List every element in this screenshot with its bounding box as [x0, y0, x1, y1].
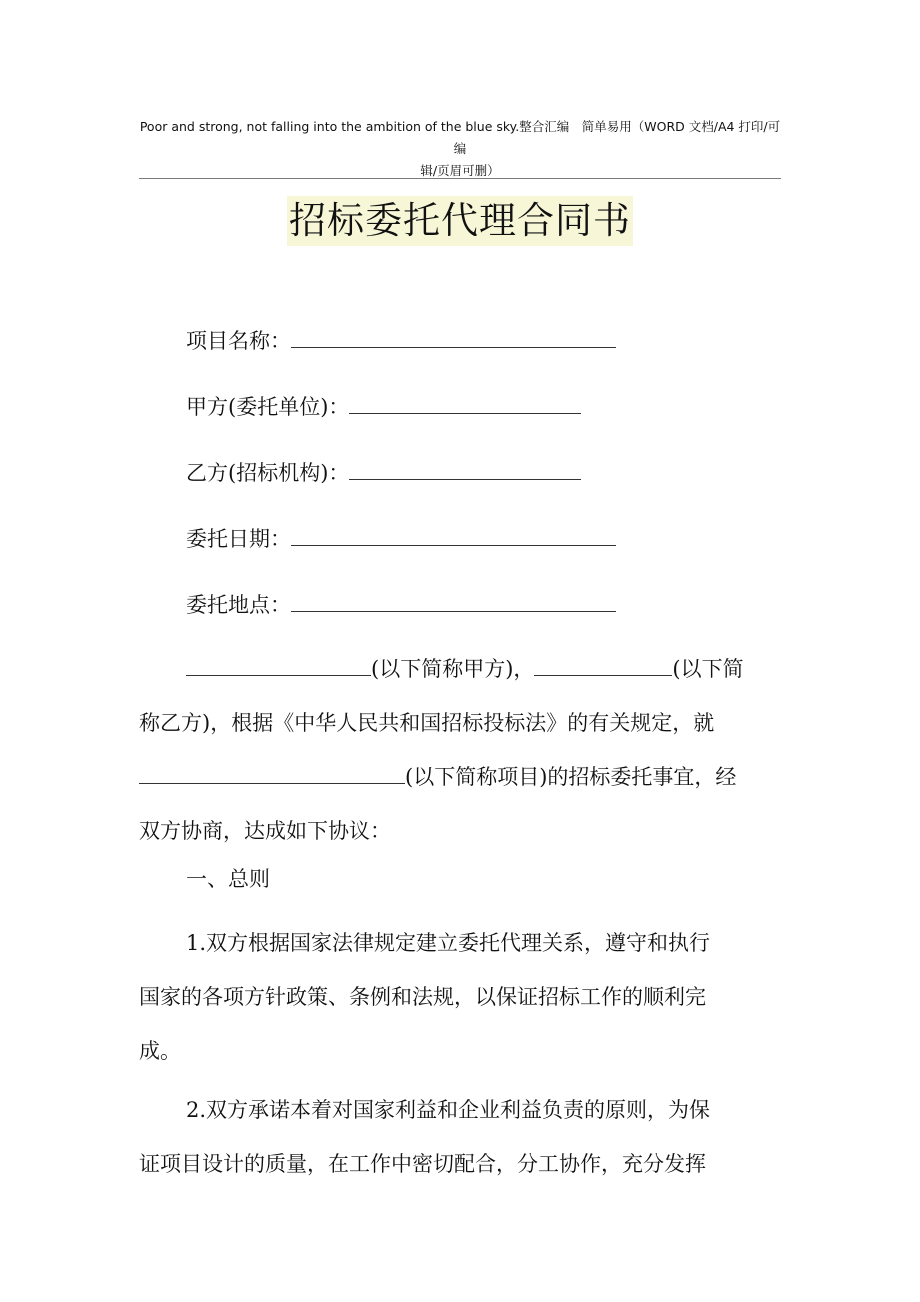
- text-fragment: (以下简称甲方)，: [371, 657, 535, 681]
- blank-line: [349, 393, 581, 414]
- text-line: [139, 916, 781, 970]
- blank-line: [291, 327, 616, 348]
- field-label: 项目名称：: [186, 329, 291, 353]
- title-container: [0, 196, 920, 246]
- text-fragment: 1.双方根据国家法律规定建立委托代理关系，遵守和执行: [186, 931, 711, 955]
- text-line: 成。: [139, 1039, 181, 1063]
- header-line-2: 辑/页眉可删）: [420, 163, 500, 178]
- intro-paragraph: [139, 642, 781, 858]
- text-line: [139, 1083, 781, 1137]
- blank-line: [291, 591, 616, 612]
- section-heading: 一、总则: [186, 867, 270, 891]
- field-label: 委托日期：: [186, 527, 291, 551]
- field-party-b: [186, 458, 581, 488]
- clause-1: [139, 916, 781, 1078]
- blank-line: [534, 657, 672, 676]
- text-line: [139, 642, 781, 696]
- field-label: 委托地点：: [186, 593, 291, 617]
- text-line: [139, 750, 781, 804]
- field-location: [186, 590, 616, 620]
- field-label: 甲方(委托单位)：: [186, 395, 350, 419]
- text-line: 证项目设计的质量，在工作中密切配合，分工协作，充分发挥: [139, 1152, 706, 1176]
- text-fragment: (以下简称项目)的招标委托事宜，经: [405, 765, 737, 789]
- header-line-1: Poor and strong, not falling into the ambition of the blue sky.整合汇编 简单易用（WORD 文档/A4 打印/可编: [139, 119, 781, 156]
- page-header: [139, 116, 781, 182]
- header-divider: [139, 178, 781, 179]
- clause-2: [139, 1083, 781, 1191]
- field-project-name: [186, 326, 616, 356]
- document-title: 招标委托代理合同书: [287, 196, 633, 246]
- blank-line: [186, 657, 371, 676]
- blank-line: [291, 525, 616, 546]
- blank-line: [349, 459, 581, 480]
- field-party-a: [186, 392, 581, 422]
- text-line: 称乙方)，根据《中华人民共和国招标投标法》的有关规定，就: [139, 711, 715, 735]
- text-fragment: 2.双方承诺本着对国家利益和企业利益负责的原则，为保: [186, 1098, 711, 1122]
- text-line: 国家的各项方针政策、条例和法规，以保证招标工作的顺利完: [139, 985, 706, 1009]
- text-line: 双方协商，达成如下协议：: [139, 819, 391, 843]
- text-fragment: (以下简: [672, 657, 744, 681]
- field-date: [186, 524, 616, 554]
- field-label: 乙方(招标机构)：: [186, 461, 350, 485]
- blank-line: [139, 765, 405, 784]
